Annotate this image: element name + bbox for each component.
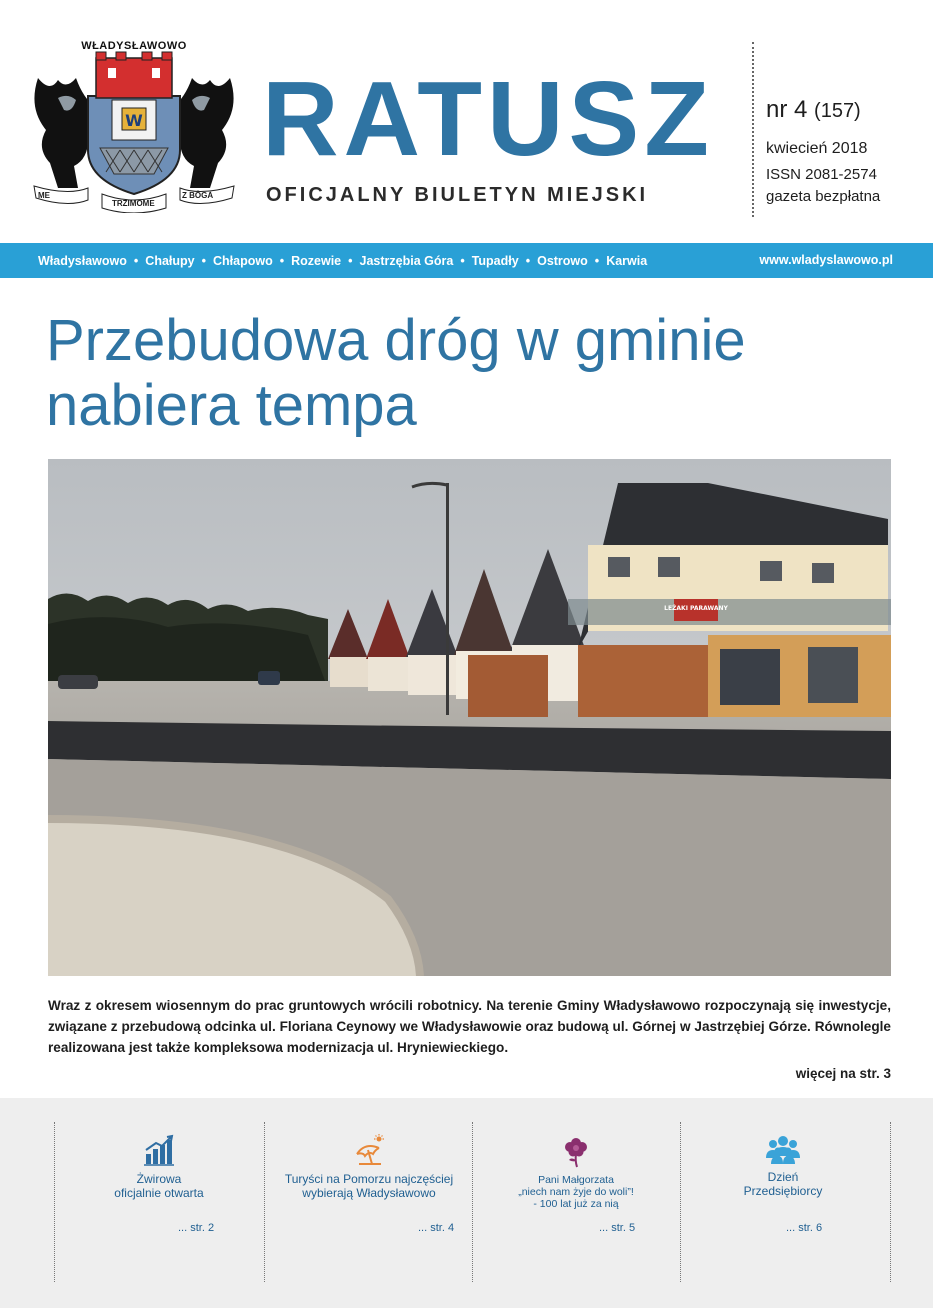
teaser-title-line: Żwirowa [136, 1172, 182, 1186]
teaser-divider [264, 1122, 265, 1282]
motto-part-1: ME [38, 191, 50, 200]
teaser-title [698, 1170, 868, 1198]
free-newspaper-label: gazeta bezpłatna [766, 188, 881, 205]
shop-sign: LEŻAKI PARAWANY [664, 605, 728, 612]
teaser-page-ref[interactable]: ... str. 4 [418, 1222, 455, 1234]
teasers-section [0, 1098, 933, 1308]
header-divider [752, 42, 754, 217]
flower-icon [560, 1134, 592, 1168]
teaser-divider [54, 1122, 55, 1282]
website-link[interactable]: www.wladyslawowo.pl [759, 253, 893, 267]
svg-text:W: W [125, 111, 143, 130]
place-item: Chłapowo [213, 253, 273, 268]
teaser-page-ref[interactable]: ... str. 6 [786, 1222, 823, 1234]
place-item: Ostrowo [537, 253, 588, 268]
beach-umbrella-icon [353, 1134, 385, 1166]
place-item: Karwia [606, 253, 648, 268]
teaser-title-line: Pani Małgorzata [538, 1174, 614, 1186]
headline [46, 308, 906, 438]
teaser-title [74, 1172, 244, 1200]
coat-of-arms-logo [28, 38, 240, 213]
teaser-divider [472, 1122, 473, 1282]
teaser-title [491, 1174, 661, 1210]
teaser-dzien-przedsiebiorcy[interactable] [698, 1134, 868, 1198]
teaser-title [283, 1172, 455, 1200]
teaser-zwirowa[interactable] [74, 1134, 244, 1200]
teaser-turysci[interactable] [283, 1134, 455, 1200]
place-item: Jastrzębia Góra [359, 253, 454, 268]
place-separator: • [279, 253, 285, 268]
place-separator: • [201, 253, 206, 268]
teaser-title-line: Przedsiębiorcy [743, 1184, 823, 1198]
lead-paragraph: Wraz z okresem wiosennym do prac gruntowych wrócili robotnicy. Na terenie Gminy Władysławowo rozpoczynają się inwestycje, związane z przebudową odcinka ul. Floriana Ceynowy we Władysławowie oraz budową ul. Górnej w Jastrzębiej Górze. Równolegle realizowana jest także kompleksowa modernizacja ul. Hryniewieckiego. [48, 998, 891, 1055]
issue-number-label: nr 4 [766, 96, 808, 123]
teaser-title-line: Turyści na Pomorzu najczęściej [284, 1172, 454, 1186]
place-separator: • [460, 253, 465, 268]
teaser-title-line: - 100 lat już za nią [533, 1198, 619, 1210]
teaser-title-line: „niech nam żyje do woli”! [518, 1186, 634, 1198]
place-separator: • [594, 253, 600, 268]
teaser-pani-malgorzata[interactable] [491, 1134, 661, 1210]
issue-number [766, 98, 861, 122]
teaser-divider [890, 1122, 891, 1282]
teaser-title-line: wybierają Władysławowo [302, 1186, 436, 1200]
place-item: Władysławowo [38, 253, 127, 268]
teaser-page-ref[interactable]: ... str. 5 [599, 1222, 636, 1234]
places-list [38, 243, 647, 278]
place-separator: • [525, 253, 531, 268]
teaser-divider [680, 1122, 681, 1282]
teaser-title-line: Dzień [767, 1170, 799, 1184]
read-more-link[interactable]: więcej na str. 3 [795, 1066, 891, 1081]
place-item: Tupadły [471, 253, 519, 268]
crest-town-name: WŁADYSŁAWOWO [81, 40, 187, 52]
place-item: Rozewie [291, 253, 342, 268]
issue-date: kwiecień 2018 [766, 140, 868, 157]
issue-total-label: (157) [814, 100, 861, 122]
masthead-subtitle: OFICJALNY BIULETYN MIEJSKI [266, 184, 649, 206]
teaser-page-ref[interactable]: ... str. 2 [178, 1222, 215, 1234]
headline-line-2: nabiera tempa [46, 373, 417, 438]
teaser-title-line: oficjalnie otwarta [114, 1186, 204, 1200]
place-separator: • [348, 253, 353, 268]
street-photo [48, 459, 891, 976]
bar-chart-icon [143, 1134, 175, 1166]
issn-label: ISSN 2081-2574 [766, 166, 877, 183]
place-separator: • [133, 253, 139, 268]
motto-part-2: TRZIMOME [112, 199, 155, 208]
place-item: Chałupy [145, 253, 195, 268]
motto-part-3: Z BÔGĂ [182, 191, 214, 200]
masthead-title: RATUSZ [262, 60, 714, 178]
people-icon [765, 1134, 801, 1164]
places-bar [0, 243, 933, 278]
headline-line-1: Przebudowa dróg w gminie [46, 308, 746, 373]
